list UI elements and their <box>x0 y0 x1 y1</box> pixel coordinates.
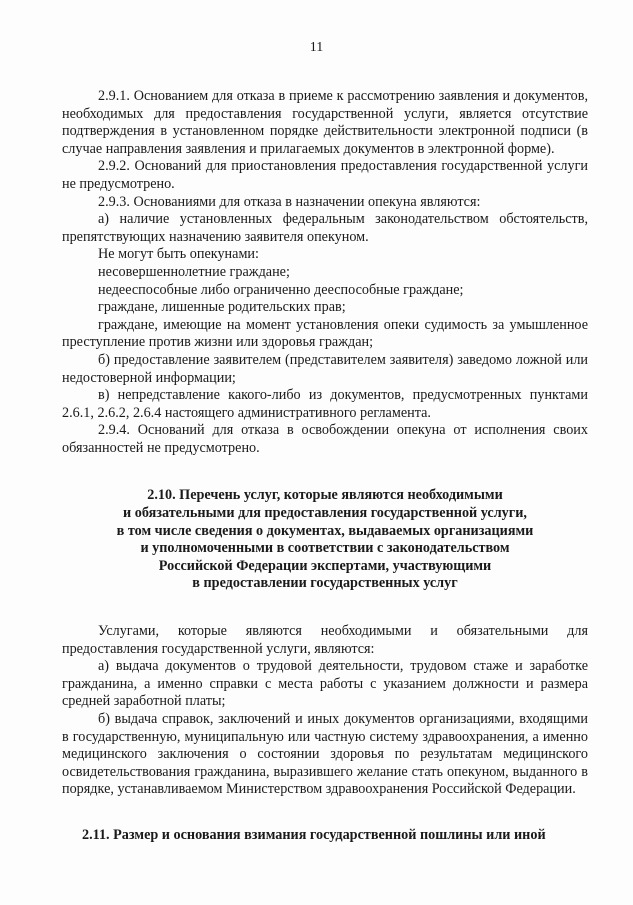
paragraph-item-v: в) непредставление какого-либо из документов, предусмотренных пунктами 2.6.1, 2.6.2, 2.6.4 настоящего административного регламента. <box>62 387 588 421</box>
list-item-incapacitated: недееспособные либо ограниченно дееспособные граждане; <box>98 281 464 298</box>
paragraph-cannot-be-guardians: Не могут быть опекунами: <box>98 246 259 263</box>
paragraph-2-9-4: 2.9.4. Оснований для отказа в освобождении опекуна от исполнения своих обязанностей не предусмотрено. <box>62 422 588 456</box>
heading-line: 2.10. Перечень услуг, которые являются необходимыми <box>147 487 503 504</box>
list-item-convicted: граждане, имеющие на момент установления опеки судимость за умышленное преступление против жизни или здоровья граждан; <box>62 316 588 351</box>
document-body <box>62 88 588 845</box>
list-item-deprived-rights: граждане, лишенные родительских прав; <box>98 299 346 316</box>
heading-line: и обязательными для предоставления государственной услуги, <box>123 505 527 522</box>
page-number: 11 <box>309 40 324 55</box>
section-2-9-paragraphs <box>62 88 588 457</box>
paragraph-services-b: б) выдача справок, заключений и иных документов организациями, входящими в государственную, муниципальную или частную систему здравоохранения, а именно медицинского заключения о состоянии здоровья по результатам медицинского освидетельствования гражданина, выразившего желание стать опекуном, выданного в порядке, устанавливаемом Министерством здравоохранения Российской Федерации. <box>62 711 588 798</box>
heading-line: в том числе сведения о документах, выдаваемых организациями <box>116 522 534 539</box>
heading-line: Российской Федерации экспертами, участвующими <box>158 557 492 574</box>
paragraph-services-intro: Услугами, которые являются необходимыми и обязательными для предоставления государственной услуги, являются: <box>62 623 588 657</box>
heading-line: и уполномоченными в соответствии с законодательством <box>140 540 510 557</box>
section-2-11-heading: 2.11. Размер и основания взимания государственной пошлины или иной <box>82 826 546 843</box>
paragraph-2-9-3: 2.9.3. Основаниями для отказа в назначении опекуна являются: <box>98 193 481 210</box>
paragraph-services-a: а) выдача документов о трудовой деятельности, трудовом стаже и заработке гражданина, а именно справки с места работы с указанием должности и размера средней заработной платы; <box>62 658 588 710</box>
section-2-10-paragraphs <box>62 623 588 799</box>
paragraph-2-9-1: 2.9.1. Основанием для отказа в приеме к рассмотрению заявления и документов, необходимых для предоставления государственной услуги, является отсутствие подтверждения в установленном порядке действительности электронной подписи (в случае направления заявления и прилагаемых документов в электронной форме). <box>62 88 588 157</box>
paragraph-item-b: б) предоставление заявителем (представителем заявителя) заведомо ложной или недостоверной информации; <box>62 351 588 386</box>
heading-line: в предоставлении государственных услуг <box>192 575 458 592</box>
paragraph-item-a: а) наличие установленных федеральным законодательством обстоятельств, препятствующих назначению заявителя опекуном. <box>62 211 588 245</box>
paragraph-2-9-2: 2.9.2. Оснований для приостановления предоставления государственной услуги не предусмотрено. <box>62 158 588 192</box>
section-2-10-heading <box>62 487 588 593</box>
list-item-minors: несовершеннолетние граждане; <box>98 263 290 280</box>
